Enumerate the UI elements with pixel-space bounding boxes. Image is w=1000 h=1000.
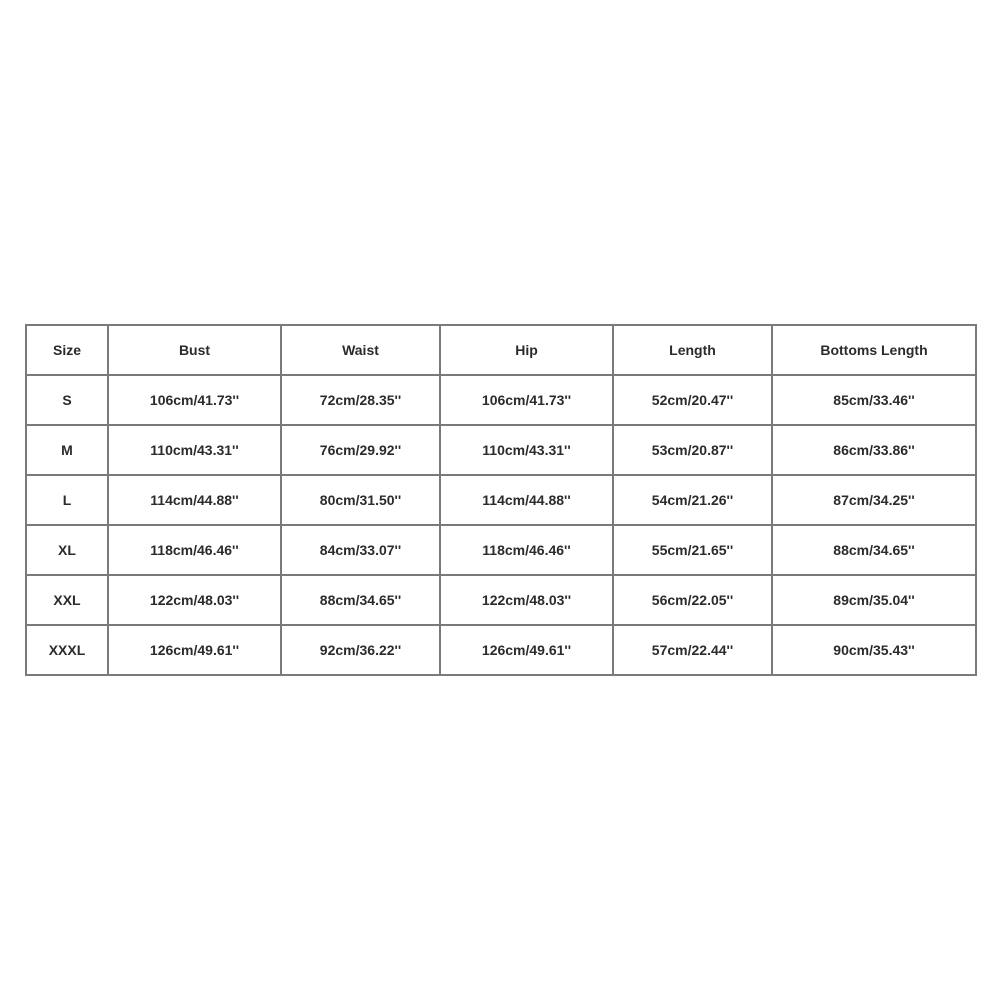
header-waist: Waist xyxy=(281,325,440,375)
table-row xyxy=(26,525,976,575)
length-cell: 54cm/21.26'' xyxy=(613,475,772,525)
size-cell: XXXL xyxy=(26,625,108,675)
table-row xyxy=(26,625,976,675)
table-row xyxy=(26,475,976,525)
bottoms-length-cell: 85cm/33.46'' xyxy=(772,375,976,425)
size-cell: S xyxy=(26,375,108,425)
waist-cell: 92cm/36.22'' xyxy=(281,625,440,675)
waist-cell: 72cm/28.35'' xyxy=(281,375,440,425)
bust-cell: 110cm/43.31'' xyxy=(108,425,281,475)
size-cell: XL xyxy=(26,525,108,575)
length-cell: 52cm/20.47'' xyxy=(613,375,772,425)
hip-cell: 122cm/48.03'' xyxy=(440,575,613,625)
hip-cell: 114cm/44.88'' xyxy=(440,475,613,525)
table-row xyxy=(26,425,976,475)
bottoms-length-cell: 90cm/35.43'' xyxy=(772,625,976,675)
header-bust: Bust xyxy=(108,325,281,375)
size-cell: L xyxy=(26,475,108,525)
waist-cell: 76cm/29.92'' xyxy=(281,425,440,475)
header-row xyxy=(26,325,976,375)
hip-cell: 118cm/46.46'' xyxy=(440,525,613,575)
bottoms-length-cell: 86cm/33.86'' xyxy=(772,425,976,475)
waist-cell: 88cm/34.65'' xyxy=(281,575,440,625)
bottoms-length-cell: 89cm/35.04'' xyxy=(772,575,976,625)
bust-cell: 126cm/49.61'' xyxy=(108,625,281,675)
length-cell: 56cm/22.05'' xyxy=(613,575,772,625)
bust-cell: 114cm/44.88'' xyxy=(108,475,281,525)
header-hip: Hip xyxy=(440,325,613,375)
hip-cell: 110cm/43.31'' xyxy=(440,425,613,475)
bottoms-length-cell: 87cm/34.25'' xyxy=(772,475,976,525)
header-length: Length xyxy=(613,325,772,375)
waist-cell: 84cm/33.07'' xyxy=(281,525,440,575)
size-cell: M xyxy=(26,425,108,475)
bottoms-length-cell: 88cm/34.65'' xyxy=(772,525,976,575)
length-cell: 53cm/20.87'' xyxy=(613,425,772,475)
size-chart-table xyxy=(25,324,977,676)
header-bottoms-length: Bottoms Length xyxy=(772,325,976,375)
length-cell: 55cm/21.65'' xyxy=(613,525,772,575)
hip-cell: 126cm/49.61'' xyxy=(440,625,613,675)
table-row xyxy=(26,375,976,425)
header-size: Size xyxy=(26,325,108,375)
bust-cell: 106cm/41.73'' xyxy=(108,375,281,425)
size-cell: XXL xyxy=(26,575,108,625)
bust-cell: 122cm/48.03'' xyxy=(108,575,281,625)
length-cell: 57cm/22.44'' xyxy=(613,625,772,675)
hip-cell: 106cm/41.73'' xyxy=(440,375,613,425)
table-row xyxy=(26,575,976,625)
waist-cell: 80cm/31.50'' xyxy=(281,475,440,525)
bust-cell: 118cm/46.46'' xyxy=(108,525,281,575)
